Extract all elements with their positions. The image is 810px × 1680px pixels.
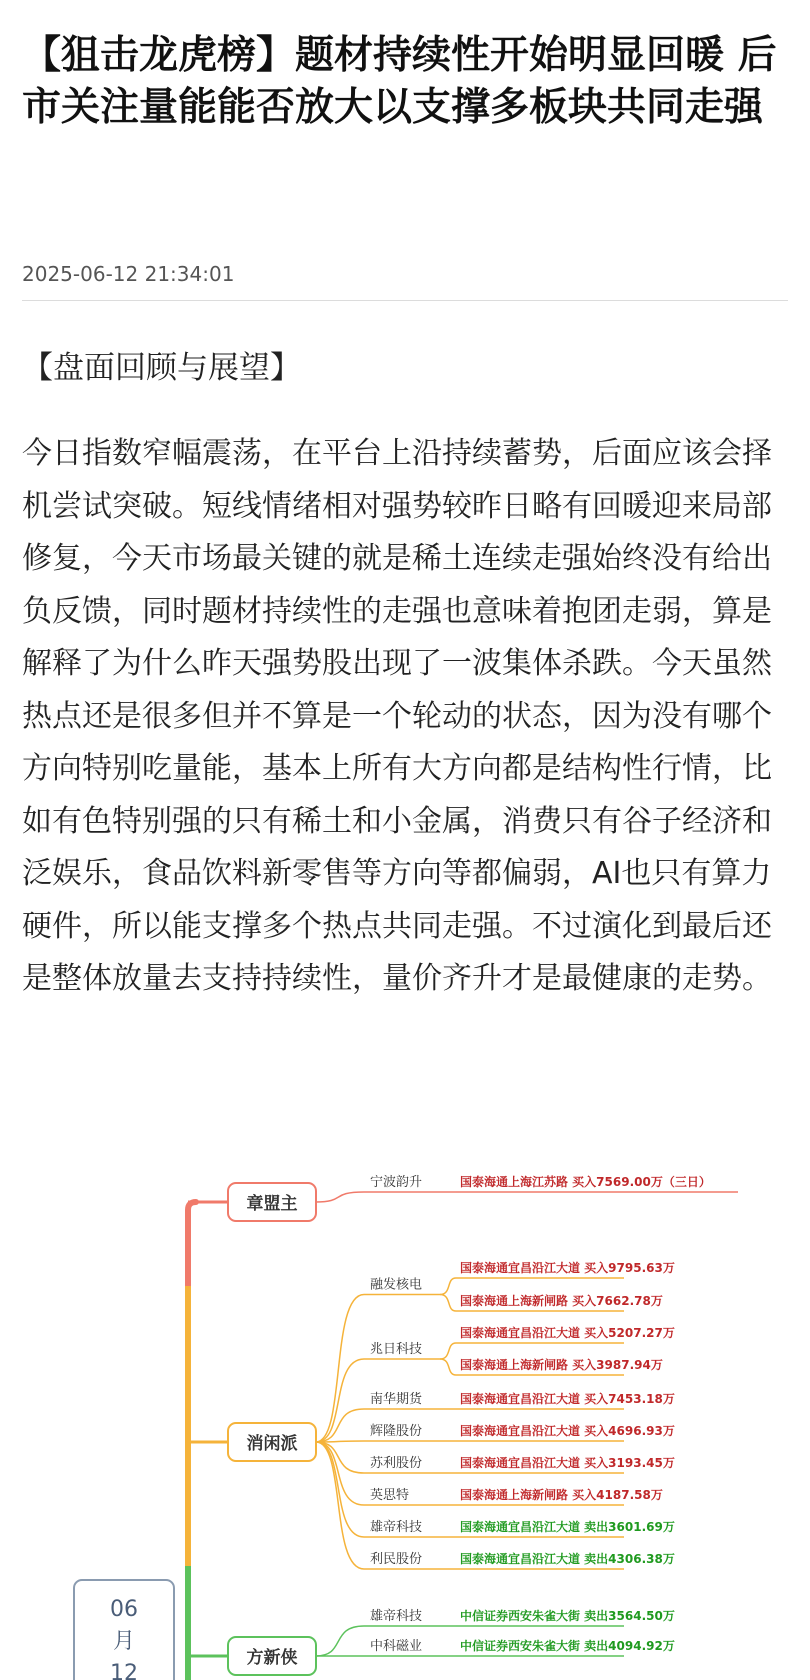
trade-record: 国泰海通宜昌沿江大道 卖出4306.38万: [460, 1552, 675, 1566]
trade-connector: [440, 1278, 456, 1295]
trade-record: 国泰海通上海新闸路 买入7662.78万: [460, 1294, 663, 1308]
trade-record: 国泰海通宜昌沿江大道 买入4696.93万: [460, 1424, 675, 1438]
group-label: 章盟主: [246, 1194, 298, 1214]
date-label-1: 月: [112, 1629, 136, 1654]
stock-connector: [316, 1409, 364, 1442]
date-label-0: 06: [110, 1597, 138, 1622]
stock-connector: [316, 1442, 364, 1537]
stock-name: 融发核电: [370, 1277, 423, 1293]
publish-timestamp: 2025-06-12 21:34:01: [22, 262, 235, 286]
trade-connector: [440, 1295, 456, 1312]
trade-record: 国泰海通宜昌沿江大道 买入7453.18万: [460, 1392, 675, 1406]
stock-connector: [316, 1626, 364, 1656]
stock-connector: [316, 1295, 364, 1443]
trade-record: 国泰海通宜昌沿江大道 买入3193.45万: [460, 1456, 675, 1470]
trade-record: 国泰海通宜昌沿江大道 买入5207.27万: [460, 1326, 675, 1340]
article-title: 【狙击龙虎榜】题材持续性开始明显回暖 后市关注量能能否放大以支撑多板块共同走强: [22, 33, 777, 130]
stock-connector: [316, 1359, 364, 1442]
section-heading: 【盘面回顾与展望】: [22, 350, 301, 386]
stock-name: 英思特: [370, 1488, 410, 1503]
trade-connector: [440, 1359, 456, 1375]
trade-record: 中信证券西安朱雀大街 卖出3564.50万: [460, 1609, 675, 1623]
date-label-2: 12: [110, 1661, 138, 1680]
stock-connector: [316, 1442, 364, 1473]
group-label: 方新侠: [246, 1648, 298, 1668]
divider: [22, 300, 788, 301]
stock-name: 雄帝科技: [370, 1609, 423, 1624]
trade-record: 国泰海通上海江苏路 买入7569.00万（三日）: [460, 1175, 711, 1189]
stock-name: 利民股份: [370, 1552, 423, 1567]
stock-name: 宁波韵升: [370, 1175, 423, 1190]
stock-name: 辉隆股份: [370, 1424, 423, 1439]
trade-record: 国泰海通上海新闸路 买入3987.94万: [460, 1358, 663, 1372]
stock-name: 兆日科技: [370, 1342, 423, 1357]
trade-record: 中信证券西安朱雀大街 卖出4094.92万: [460, 1639, 675, 1653]
trade-record: 国泰海通宜昌沿江大道 买入9795.63万: [460, 1261, 675, 1275]
stock-name: 苏利股份: [370, 1456, 423, 1471]
stock-connector: [316, 1192, 364, 1202]
stock-name: 雄帝科技: [370, 1520, 423, 1535]
trade-record: 国泰海通宜昌沿江大道 卖出3601.69万: [460, 1520, 675, 1534]
article-body: 今日指数窄幅震荡，在平台上沿持续蓄势，后面应该会择机尝试突破。短线情绪相对强势较昨日略有回暖迎来局部修复，今天市场最关键的就是稀土连续走强始终没有给出负反馈，同时题材持续性的走强也意味着抱团走弱，算是解释了为什么昨天强势股出现了一波集体杀跌。今天虽然热点还是很多但并不算是一个轮动的状态，因为没有哪个方向特别吃量能，基本上所有大方向都是结构性行情，比如有色特别强的只有稀土和小金属，消费只有谷子经济和泛娱乐，食品饮料新零售等方向等都偏弱，AI也只有算力硬件，所以能支撑多个热点共同走强。不过演化到最后还是整体放量去支持持续性，量价齐升才是最健康的走势。: [22, 436, 772, 996]
group-label: 消闲派: [246, 1434, 298, 1454]
trade-record: 国泰海通上海新闸路 买入4187.58万: [460, 1488, 663, 1502]
trade-connector: [440, 1343, 456, 1359]
stock-name: 南华期货: [370, 1392, 423, 1407]
dragon-tiger-mindmap: [70, 1166, 750, 1680]
stock-name: 中科磁业: [370, 1639, 423, 1654]
